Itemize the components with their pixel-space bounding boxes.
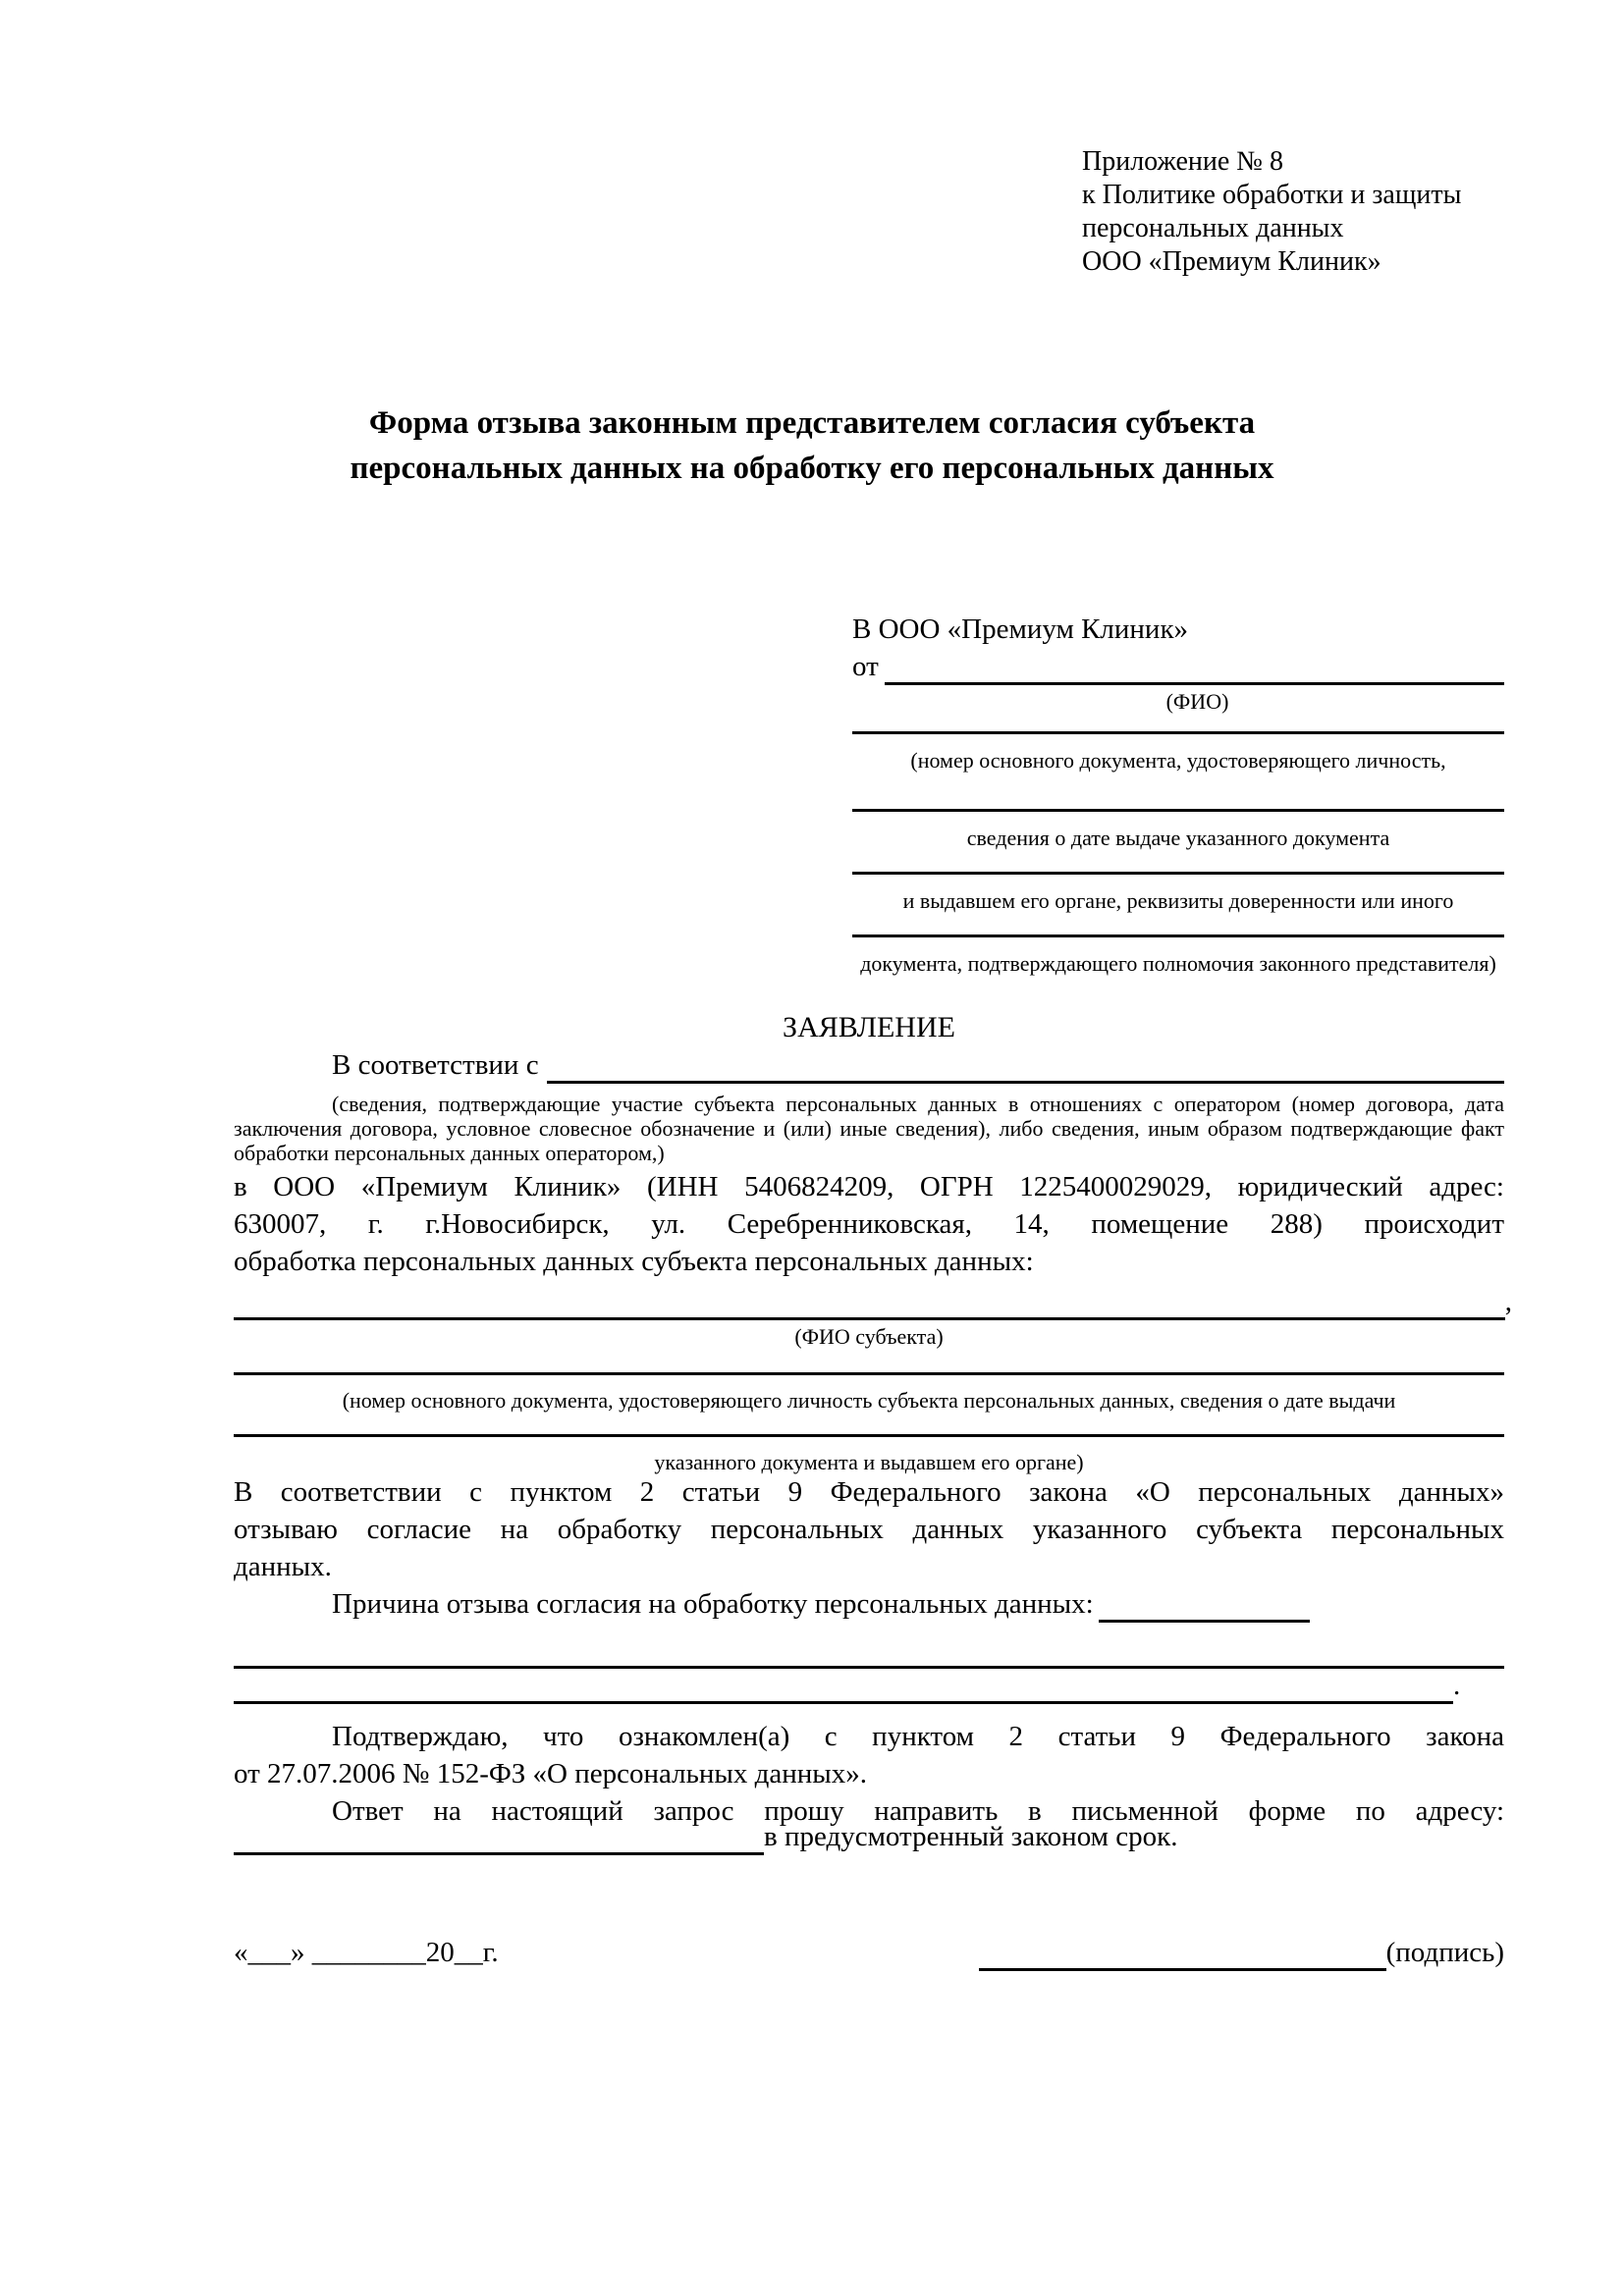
according-note-line: (сведения, подтверждающие участие субъекта персональных данных в отношениях с оператором (номер договора, дата (332, 1092, 1504, 1116)
appendix-note (1082, 145, 1461, 279)
according-blank-line (547, 1077, 1504, 1084)
blank-caption: (номер основного документа, удостоверяющего личность, (910, 748, 1446, 773)
withdrawal-line: отзываю согласие на обработку персональных данных указанного субъекта персональных (234, 1514, 1504, 1545)
operator-paragraph-line: обработка персональных данных субъекта персональных данных: (234, 1246, 1034, 1277)
reply-address-blank (234, 1848, 764, 1855)
reason-label: Причина отзыва согласия на обработку персональных данных: (332, 1588, 1094, 1620)
according-line (234, 1046, 1504, 1084)
date-field: «___» ________20__г. (234, 1937, 499, 1968)
reason-blank (1099, 1616, 1310, 1623)
blank-line (852, 934, 1504, 937)
confirm-line: от 27.07.2006 № 152-ФЗ «О персональных данных». (234, 1758, 868, 1789)
form-title-line: Форма отзыва законным представителем согласия субъекта (368, 405, 1256, 441)
operator-paragraph (234, 1168, 1504, 1280)
free-blank-line (234, 1666, 1504, 1669)
subject-doc-caption: (номер основного документа, удостоверяющего личность субъекта персональных данных, сведения о дате выдачи (342, 1388, 1396, 1413)
signature-blank (979, 1964, 1386, 1971)
withdrawal-line: В соответствии с пунктом 2 статьи 9 Федерального закона «О персональных данных» (234, 1476, 1504, 1508)
recipient-org: В ООО «Премиум Клиник» (852, 614, 1189, 645)
appendix-note-line: персональных данных (1082, 213, 1344, 243)
appendix-note-line: к Политике обработки и защиты (1082, 180, 1462, 210)
operator-paragraph-line: 630007, г. г.Новосибирск, ул. Серебренниковская, 14, помещение 288) происходит (234, 1208, 1504, 1240)
blank-line (852, 872, 1504, 875)
statement-heading: ЗАЯВЛЕНИЕ (783, 1011, 955, 1043)
according-note-line: заключения договора, условное словесное обозначение и (или) иные сведения), либо сведения, иным образом подтверждающие факт (234, 1116, 1504, 1141)
blank-caption: сведения о дате выдаче указанного документа (966, 826, 1390, 850)
withdrawal-paragraph (234, 1473, 1504, 1585)
confirm-paragraph (234, 1718, 1504, 1792)
period: . (1453, 1670, 1461, 1701)
blank-line (234, 1372, 1504, 1375)
reason-line (234, 1585, 1504, 1623)
signature-caption: (подпись) (1385, 1937, 1504, 1968)
according-prefix: В соответствии с (332, 1049, 539, 1081)
free-blank-line-with-period (234, 1670, 1510, 1704)
subject-fio-line (234, 1281, 1512, 1320)
from-blank-line (885, 678, 1504, 685)
appendix-note-line: Приложение № 8 (1082, 146, 1283, 177)
comma: , (1504, 1286, 1512, 1317)
according-note (234, 1092, 1504, 1165)
subject-fio-blank (234, 1313, 1505, 1320)
blank-caption: документа, подтверждающего полномочия законного представителя) (860, 951, 1496, 976)
operator-paragraph-line: в ООО «Премиум Клиник» (ИНН 5406824209, ОГРН 1225400029029, юридический адрес: (234, 1171, 1504, 1202)
fio-caption: (ФИО) (1165, 689, 1229, 714)
according-note-line: обработки персональных данных оператором,) (234, 1141, 665, 1165)
reply-tail: в предусмотренный законом срок. (764, 1821, 1178, 1852)
reply-request: Ответ на настоящий запрос прошу направить в письменной форме по адресу: (332, 1795, 1504, 1827)
appendix-note-line: ООО «Премиум Клиник» (1082, 246, 1381, 277)
from-label: от (852, 651, 879, 682)
from-line (852, 640, 1504, 685)
free-blank-line (234, 1697, 1453, 1704)
subject-fio-caption: (ФИО субъекта) (794, 1324, 944, 1349)
form-title-line: персональных данных на обработку его персональных данных (350, 451, 1274, 486)
withdrawal-line: данных. (234, 1551, 332, 1582)
confirm-line: Подтверждаю, что ознакомлен(а) с пунктом 2 статьи 9 Федерального закона (332, 1721, 1504, 1752)
blank-line (852, 731, 1504, 734)
blank-caption: и выдавшем его органе, реквизиты доверенности или иного (902, 888, 1454, 913)
form-title (0, 400, 1624, 491)
footer-row (234, 1936, 1504, 1971)
signature-group (979, 1934, 1504, 1971)
subject-doc-caption: указанного документа и выдавшем его органе) (654, 1450, 1084, 1474)
reply-address-line (234, 1821, 1504, 1855)
blank-line (852, 809, 1504, 812)
blank-line (234, 1434, 1504, 1437)
